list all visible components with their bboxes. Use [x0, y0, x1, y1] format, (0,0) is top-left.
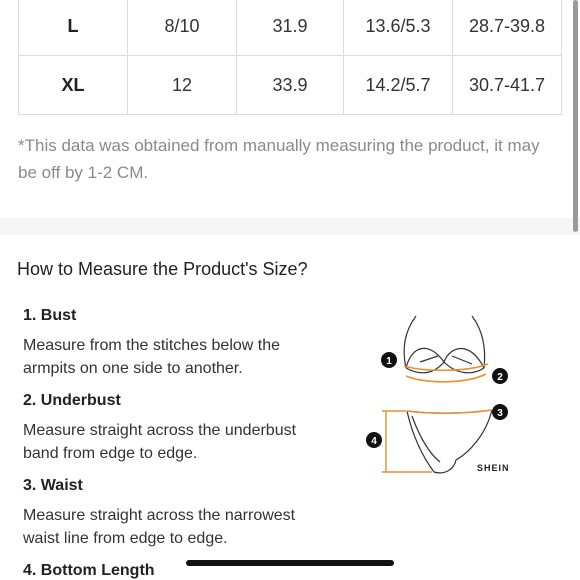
section-title: How to Measure the Product's Size?	[17, 259, 308, 279]
svg-text:4: 4	[371, 436, 377, 447]
waist-measure-line	[407, 410, 492, 413]
scrollbar[interactable]	[573, 0, 578, 232]
table-cell: 28.7-39.8	[453, 0, 562, 56]
bikini-top-icon	[404, 316, 485, 373]
table-cell: 13.6/5.3	[344, 0, 453, 56]
marker-3-icon	[492, 404, 508, 420]
table-cell: 33.9	[237, 56, 344, 115]
marker-1-icon	[381, 352, 397, 368]
svg-text:2: 2	[497, 372, 503, 383]
table-cell: 31.9	[237, 0, 344, 56]
underbust-measure-line	[406, 374, 486, 382]
table-row	[19, 56, 562, 115]
table-cell: 14.2/5.7	[344, 56, 453, 115]
marker-4-icon	[366, 432, 382, 448]
measure-label: 3. Waist	[23, 477, 83, 494]
table-row	[19, 0, 562, 56]
measurement-diagram	[360, 310, 530, 485]
measure-label: 1. Bust	[23, 307, 77, 324]
measure-label: 4. Bottom Length	[23, 562, 155, 579]
section-divider	[0, 218, 580, 235]
table-cell: 30.7-41.7	[453, 56, 562, 115]
measure-item-underbust	[23, 392, 323, 465]
size-table	[18, 0, 562, 115]
table-cell: 8/10	[128, 0, 237, 56]
table-cell: 12	[128, 56, 237, 115]
measure-item-waist	[23, 477, 323, 550]
measure-item-bust	[23, 307, 323, 380]
marker-2-icon	[492, 368, 508, 384]
measure-description: Measure straight across the underbust band from edge to edge.	[23, 422, 297, 462]
measure-description: Measure from the stitches below the armpits on one side to another.	[23, 337, 281, 377]
measure-label: 2. Underbust	[23, 392, 121, 409]
svg-text:3: 3	[497, 408, 503, 419]
bottom-length-measure-line	[382, 411, 432, 472]
home-indicator[interactable]	[186, 560, 394, 566]
brand-logo: SHEIN	[477, 463, 510, 473]
size-cell: XL	[19, 56, 128, 115]
bust-measure-line	[404, 364, 488, 370]
size-cell: L	[19, 0, 128, 56]
svg-text:1: 1	[386, 356, 392, 367]
measurement-note: *This data was obtained from manually measuring the product, it may be off by 1-2 CM.	[18, 136, 540, 182]
measure-description: Measure straight across the narrowest waist line from edge to edge.	[23, 507, 296, 547]
